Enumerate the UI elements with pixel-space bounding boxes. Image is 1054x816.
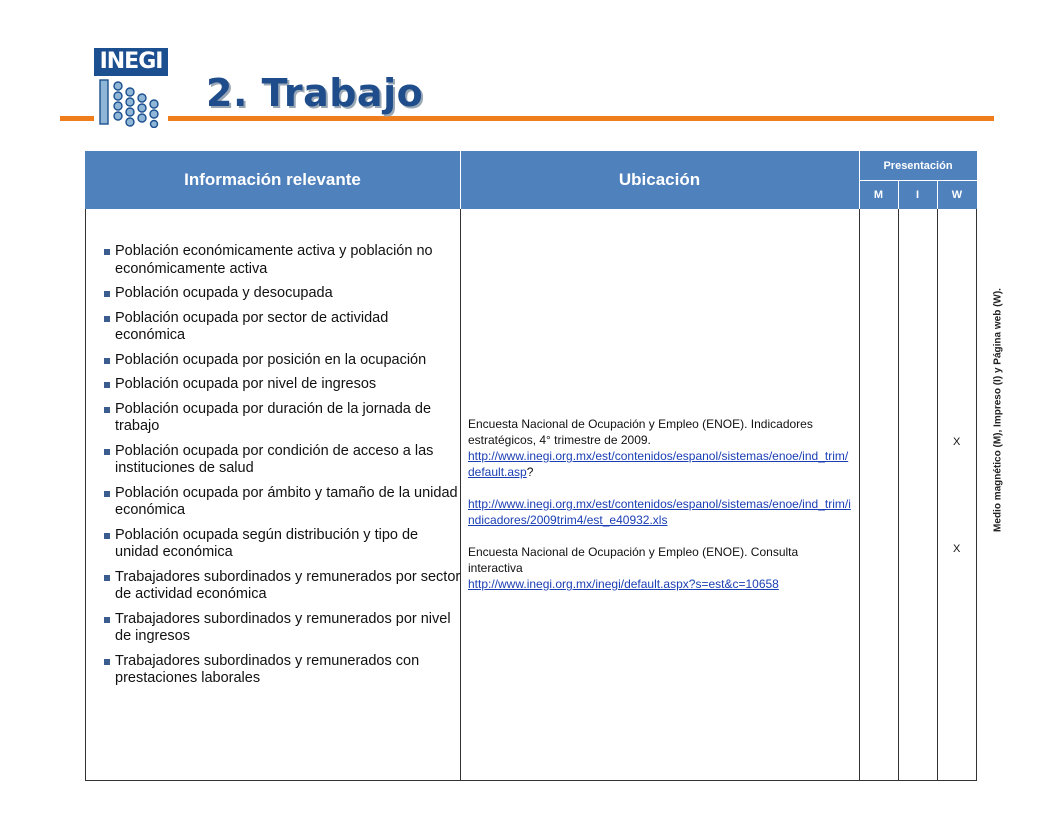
list-item: Población ocupada por nivel de ingresos xyxy=(101,376,461,394)
col-line-5 xyxy=(976,209,977,781)
link-1-suffix: ? xyxy=(526,465,534,479)
header-info xyxy=(85,151,460,209)
header-i xyxy=(898,180,937,209)
header-sep-4 xyxy=(937,180,938,209)
link-3-line xyxy=(468,576,854,592)
mark-w-2: X xyxy=(953,543,961,555)
logo-dots-icon xyxy=(98,78,166,128)
col-line-2 xyxy=(859,209,860,781)
source-text-1: Encuesta Nacional de Ocupación y Empleo (ENOE). Indicadores estratégicos, 4° trimestre de 2009. xyxy=(468,417,813,447)
header-mid-line xyxy=(859,180,977,181)
link-consulta-interactiva[interactable]: http://www.inegi.org.mx/inegi/default.aspx?s=est&c=10658 xyxy=(468,577,779,591)
list-item: Población económicamente activa y población no económicamente activa xyxy=(101,243,461,278)
header-m-label: M xyxy=(873,188,884,201)
header-ubicacion xyxy=(460,151,859,209)
header-divider xyxy=(60,116,994,121)
inegi-logo xyxy=(94,48,168,128)
header-i-label: I xyxy=(915,188,920,201)
list-item: Población ocupada por sector de actividad económica xyxy=(101,310,461,345)
header-m xyxy=(859,180,898,209)
col-line-3 xyxy=(898,209,899,781)
header-presentacion-label: Presentación xyxy=(883,159,953,172)
list-item: Población ocupada por ámbito y tamaño de la unidad económica xyxy=(101,485,461,520)
list-item: Trabajadores subordinados y remunerados con prestaciones laborales xyxy=(101,653,461,688)
side-note: Medio magnético (M), Impreso (I) y Página web (W). xyxy=(992,288,1004,532)
col-line-4 xyxy=(937,209,938,781)
list-item: Población ocupada según distribución y tipo de unidad económica xyxy=(101,527,461,562)
header-sep-2 xyxy=(859,151,860,209)
header-info-label: Información relevante xyxy=(184,170,361,189)
info-list xyxy=(101,243,461,695)
logo-text: INEGI xyxy=(94,48,168,76)
list-item: Población ocupada por condición de acceso a las instituciones de salud xyxy=(101,443,461,478)
source-text-2: Encuesta Nacional de Ocupación y Empleo (ENOE). Consulta interactiva xyxy=(468,545,799,575)
link-ind-trim-default[interactable]: http://www.inegi.org.mx/est/contenidos/espanol/sistemas/enoe/ind_trim/default.asp xyxy=(468,449,849,479)
list-item: Trabajadores subordinados y remunerados por nivel de ingresos xyxy=(101,611,461,646)
header-w-label: W xyxy=(951,188,963,201)
link-2-line xyxy=(468,496,854,528)
header-presentacion xyxy=(859,151,977,180)
list-item: Trabajadores subordinados y remunerados por sector de actividad económica xyxy=(101,569,461,604)
page-title: 2. Trabajo xyxy=(206,71,424,115)
header-sep-3 xyxy=(898,180,899,209)
col-line-0 xyxy=(85,209,86,781)
link-indicadores-xls[interactable]: http://www.inegi.org.mx/est/contenidos/espanol/sistemas/enoe/ind_trim/indicadores/2009trim4/est_e40932.xls xyxy=(468,497,851,527)
list-item: Población ocupada por posición en la ocupación xyxy=(101,352,461,370)
link-1-line xyxy=(468,448,854,480)
header-w xyxy=(937,180,977,209)
header-sep-1 xyxy=(460,151,461,209)
bottom-line xyxy=(85,780,977,781)
info-table xyxy=(85,151,977,781)
header-ubicacion-label: Ubicación xyxy=(618,170,701,189)
list-item: Población ocupada y desocupada xyxy=(101,285,461,303)
mark-w-1: X xyxy=(953,436,961,448)
list-item: Población ocupada por duración de la jornada de trabajo xyxy=(101,401,461,436)
ubicacion-cell xyxy=(468,416,854,592)
